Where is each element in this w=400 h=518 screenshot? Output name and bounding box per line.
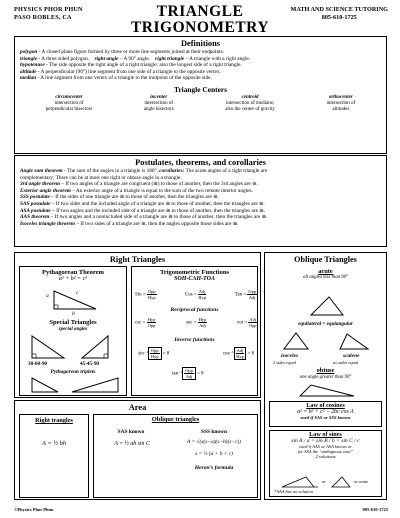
pythagorean-triplets-title: Pythagorean triplets — [50, 369, 96, 375]
center-name: incenter — [150, 94, 168, 100]
opp-label: Opp — [248, 323, 257, 328]
def-text: – A 90° angle. — [118, 55, 150, 62]
inverse-row-1 — [138, 347, 254, 360]
none-label: or none — [354, 479, 369, 484]
herons-formula-label: Heron’s formula — [194, 465, 234, 471]
pythagorean-title: Pythagorean Theorem — [42, 269, 104, 276]
right-triangles-title: Right Triangles — [109, 255, 166, 264]
adj-label: Adj — [249, 317, 256, 322]
acute-sub: all angles less than 90° — [303, 275, 348, 280]
label-45-45-90: 45-45-90 — [80, 361, 100, 367]
cosines-formula: a² = b² + c² − 2bc cos A — [297, 409, 354, 415]
area-right-box — [19, 414, 89, 498]
def-term: polygon — [20, 49, 38, 55]
def-median — [20, 75, 381, 82]
hyp-label: Hyp — [236, 354, 244, 359]
triangle-30-60-90-icon — [28, 334, 68, 360]
center-circumcenter — [46, 95, 93, 113]
center-orthocenter — [326, 95, 355, 113]
csc-def — [135, 317, 156, 328]
postulate-term: corollaries: — [157, 168, 185, 174]
center-name: orthocenter — [328, 94, 353, 100]
title-line-1: TRIANGLE — [156, 3, 244, 20]
postulate-text: – If the sides of one triangle are ≅ to those of another, then the triangles are ≅. — [49, 194, 219, 201]
def-text: - A closed plane figure formed by three or more line segments joined at their endpoints. — [37, 49, 225, 55]
frac-box — [234, 347, 247, 360]
scalene-label: scalene — [343, 353, 360, 359]
def-term: median — [20, 75, 37, 82]
inverse-row-2 — [172, 367, 204, 380]
center-incenter — [144, 95, 174, 113]
postulate-text: - The sum of the angles in a triangle is 180°. — [62, 168, 158, 174]
postulate-line — [20, 214, 381, 221]
eq-theta: = θ — [197, 371, 204, 377]
postulate-term: 3rd angle theorem — [20, 181, 61, 188]
company-name: PHYSICS PHOR PHUN — [14, 6, 83, 13]
postulate-term: Exterior angle theorem — [20, 187, 71, 194]
cot-label: cot = — [236, 320, 248, 326]
reciprocal-row — [135, 317, 257, 328]
cos-label: Cos = — [184, 292, 197, 298]
def-term: right triangle — [155, 55, 185, 62]
def-term: hypotenuse — [20, 62, 45, 69]
trig-functions-box — [131, 266, 258, 396]
area-oblique-box — [93, 414, 258, 498]
postulate-term: AAS theorem — [20, 214, 50, 221]
opp-label: Opp — [147, 323, 156, 328]
triangle-centers — [20, 95, 381, 113]
sss-area-formula: A = √(s(s−a)(s−b)(s−c)) — [187, 439, 241, 445]
opp-label: Opp — [185, 368, 193, 373]
def-polygon — [20, 49, 381, 56]
isoceles-label: isoceles — [281, 353, 299, 359]
cosines-title: Law of cosines — [306, 402, 345, 409]
obtuse-triangle-icon — [297, 382, 357, 398]
triplet-5-12-13-icon — [70, 376, 120, 394]
def-text: - A perpendicular (90°) line segment from one side of a triangle to the opposite vertex. — [36, 68, 221, 75]
label-30-60-90: 30-60-90 — [28, 361, 48, 367]
company-location: PASO ROBLES, CA — [14, 14, 72, 21]
def-text: - A three sided polygon. — [37, 55, 90, 62]
pythagorean-triangle-icon — [50, 287, 100, 313]
ambiguous-case-icon — [280, 475, 320, 489]
def-term: triangle — [20, 55, 38, 62]
special-triangles-title: Special Triangles — [49, 319, 97, 326]
adj-label: Adj — [236, 348, 244, 353]
sines-formula: sin A / a = sin B / b = sin C / c — [291, 438, 360, 444]
or-label: or — [322, 479, 327, 484]
postulate-text: – If two sides and the included angle of a triangle are ≅ to those of another, then the triangles are ≅. — [50, 200, 265, 207]
sin-label: Sin = — [135, 292, 146, 298]
side-b-label: b — [72, 311, 75, 317]
adj-label: Adj — [185, 374, 193, 379]
center-desc: intersection of — [54, 100, 84, 106]
right-triangles-box — [14, 252, 261, 398]
hyp-label: Hyp — [198, 295, 206, 300]
postulate-text: – An exterior angle of a triangle is equal to the sum of the two remote interior angles. — [70, 187, 253, 194]
triangle-45-45-90-icon — [78, 334, 118, 360]
postulates-title: Postulates, theorems, and corollaries — [135, 158, 266, 167]
center-name: circumcenter — [55, 94, 83, 100]
hyp-label: Hyp — [198, 317, 207, 322]
center-desc: intersection of — [144, 100, 174, 106]
soh-cah-toa: SOH-CAH-TOA — [174, 276, 215, 282]
center-desc: angle bisectors — [143, 106, 174, 112]
hyp-label: Hyp — [147, 317, 156, 322]
sin-def — [135, 289, 157, 300]
center-desc: intersection of — [326, 100, 356, 106]
single-solution-icon — [330, 475, 352, 489]
obtuse-sub: one angle greater than 90° — [299, 375, 352, 380]
solutions-label: 2 solutions — [315, 454, 336, 459]
equilateral-label: equilateral = equiangular — [298, 321, 353, 327]
header-right — [291, 6, 388, 22]
opp-label: Opp — [148, 289, 156, 294]
center-desc: also the center of gravity — [225, 106, 275, 112]
hyp-label: Hyp — [150, 354, 159, 359]
tan-inv-label: tan⁻¹ — [172, 371, 183, 377]
center-desc: altitudes — [332, 106, 350, 112]
cos-inverse — [223, 347, 254, 360]
def-term: altitude — [20, 68, 37, 75]
sines-used-1: used if AAS or ASA known or — [299, 444, 352, 449]
sss-known-title: SSS known — [201, 429, 227, 435]
reciprocal-title: Reciprocal functions — [170, 307, 219, 313]
adj-label: Adj — [199, 323, 206, 328]
def-text: - The side opposite the right angle of a right triangle; also the longest side of a right triangle. — [44, 62, 242, 69]
center-desc: perpendicular bisectors — [45, 106, 93, 112]
cot-def — [237, 317, 257, 328]
def-term: right angle — [94, 55, 119, 62]
isoceles-triangle-icon — [281, 331, 311, 351]
postulate-text: – If two sides of a triangle are ≅, then the angles opposite those sides are ≅. — [75, 220, 239, 227]
triplet-3-4-5-icon — [30, 376, 60, 394]
center-name: centroid — [241, 94, 259, 100]
sec-label: sec = — [185, 320, 197, 326]
scalene-sub: no sides equal — [333, 360, 359, 365]
postulate-term: Isoceles triangle theorem — [20, 220, 76, 227]
sas-area-formula: A = ½ ab sin C — [114, 441, 150, 447]
sin-inv-label: sin⁻¹ — [138, 351, 148, 357]
cosines-used: used if SAS or SSS known — [300, 415, 351, 420]
footer-phone: 805-610-1725 — [362, 507, 388, 512]
acute-triangle-icon — [307, 295, 347, 317]
oblique-title: Oblique Triangles — [294, 255, 357, 264]
postulate-term: SAS postulate — [20, 200, 51, 207]
area-title: Area — [128, 403, 147, 412]
sines-used-2: for SSA the “ambiguous case” — [297, 449, 354, 454]
inverse-title: Inverse functions — [174, 337, 215, 343]
sec-def — [186, 317, 207, 328]
cos-inv-label: cos⁻¹ — [222, 351, 234, 357]
eq-theta: = θ — [247, 351, 254, 357]
phone-number: 805-610-1725 — [321, 14, 357, 21]
postulate-line — [20, 201, 381, 208]
postulate-text: – If two angles of a triangle are congruent (≅) to those of another, then the 3rd angles are ≅. — [60, 181, 258, 188]
area-oblique-title: Oblique triangles — [151, 416, 200, 423]
special-angles-label: special angles — [58, 327, 88, 332]
definitions-box — [14, 36, 387, 154]
sas-known-title: SAS known — [117, 429, 145, 435]
aaa-note: *AAA has no solution — [274, 489, 314, 494]
tutoring-label: MATH AND SCIENCE TUTORING — [290, 6, 388, 13]
eq-theta: = θ — [162, 351, 170, 357]
area-right-title: Right trangles — [35, 417, 73, 424]
adj-label: Adj — [198, 289, 206, 294]
semi-perimeter-formula: s = ½ (a + b + c) — [195, 451, 233, 457]
def-text: – A triangle with a right angle. — [184, 55, 251, 62]
definitions-title: Definitions — [180, 39, 221, 48]
trig-title: Trigonometric Functions — [159, 269, 230, 276]
triangle-centers-title: Triangle Centers — [173, 84, 228, 94]
pythagorean-box — [19, 266, 127, 396]
basic-trig-row — [135, 289, 257, 300]
sin-inverse — [138, 347, 169, 360]
tan-def — [235, 289, 257, 300]
center-desc: intersection of medians; — [226, 100, 275, 106]
postulate-line — [20, 168, 381, 175]
opp-label: Opp — [248, 289, 256, 294]
csc-label: csc = — [135, 320, 146, 326]
hyp-label: Hyp — [148, 295, 156, 300]
postulate-text: The acute angles of a right triangle are — [184, 168, 268, 174]
area-right-formula: A = ½ bh — [41, 440, 67, 447]
isoceles-sub: 2 sides equal — [273, 360, 296, 365]
postulate-term: ASA postulate — [20, 207, 51, 214]
footer-copyright: ©Physics Phor Phun — [14, 507, 54, 512]
postulate-term: SSS postulate — [20, 194, 50, 201]
def-hypotenuse — [20, 62, 381, 69]
oblique-triangles-box — [264, 252, 387, 500]
pythagorean-formula: a² + b² = c² — [58, 276, 88, 282]
side-a-label: a — [46, 293, 49, 299]
law-of-sines-box — [269, 430, 382, 497]
adj-label: Adj — [248, 295, 256, 300]
postulate-line — [20, 194, 381, 201]
frac-box — [182, 367, 196, 380]
postulates-box — [14, 155, 387, 247]
title-line-2: TRIGONOMETRY — [130, 19, 270, 36]
postulate-text: – If two angles and a nonincluded side of a triangle are ≅ to those of another, then the triangles are ≅. — [49, 214, 268, 221]
tan-label: Tan = — [234, 292, 247, 298]
postulate-line — [20, 221, 381, 228]
scalene-triangle-icon — [337, 331, 371, 351]
def-text: - A line segment from one vertex of a triangle to the midpoint of the opposite side. — [36, 75, 212, 82]
sines-title: Law of sines — [309, 431, 342, 438]
law-of-cosines-box — [269, 401, 382, 427]
acute-label: acute — [318, 268, 333, 275]
obtuse-label: obtuse — [316, 367, 335, 374]
postulate-line — [20, 181, 381, 188]
opp-label: Opp — [150, 348, 159, 353]
frac-box — [148, 347, 162, 360]
postulate-text: – If two angles and the included side of a triangle are ≅ to those of another, then the triangles are ≅. — [50, 207, 266, 214]
postulate-term: Angle sum theorem — [20, 168, 63, 174]
center-centroid — [225, 95, 275, 113]
area-box — [14, 400, 261, 500]
postulate-text: complementary; There can be at most one right or obtuse angle in a triangle. — [20, 174, 182, 181]
cos-def — [185, 289, 207, 300]
side-c-label: c — [76, 290, 79, 296]
